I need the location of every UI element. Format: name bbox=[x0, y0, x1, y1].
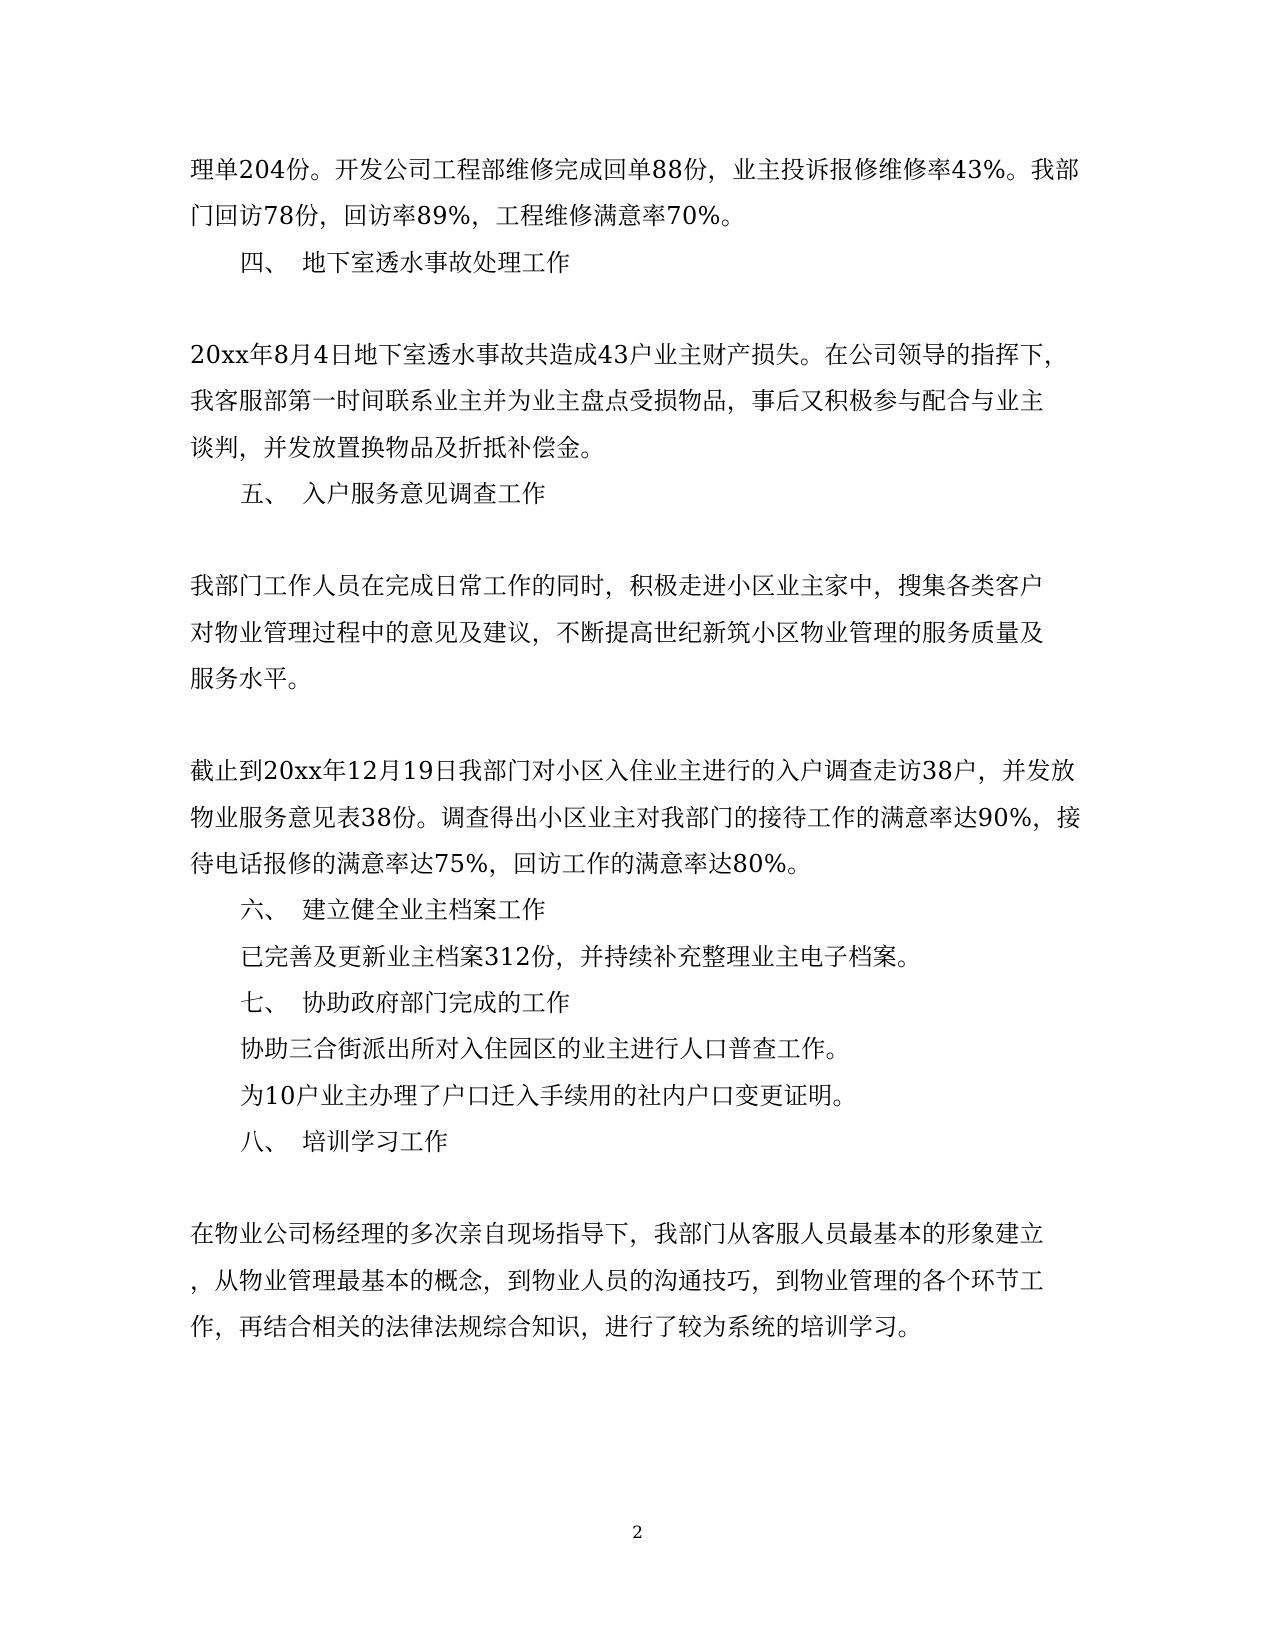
paragraph-line: ，从物业管理最基本的概念，到物业人员的沟通技巧，到物业管理的各个环节工 bbox=[190, 1267, 1044, 1295]
section-heading-5 bbox=[240, 479, 546, 509]
paragraph-line: 谈判，并发放置换物品及折抵补偿金。 bbox=[190, 434, 605, 462]
section-heading-6 bbox=[240, 895, 546, 925]
section-heading-7 bbox=[240, 988, 570, 1018]
paragraph-line: 我部门工作人员在完成日常工作的同时，积极走进小区业主家中，搜集各类客户 bbox=[190, 572, 1044, 600]
paragraph-line: 已完善及更新业主档案312份，并持续补充整理业主电子档案。 bbox=[240, 943, 922, 971]
section-number: 四、 bbox=[240, 249, 289, 277]
paragraph-line: 我客服部第一时间联系业主并为业主盘点受损物品，事后又积极参与配合与业主 bbox=[190, 387, 1044, 415]
section-title: 协助政府部门完成的工作 bbox=[302, 989, 571, 1017]
paragraph-line: 为10户业主办理了户口迁入手续用的社内户口变更证明。 bbox=[240, 1082, 857, 1110]
section-number: 六、 bbox=[240, 896, 289, 924]
section-title: 培训学习工作 bbox=[302, 1128, 449, 1156]
paragraph-line: 作，再结合相关的法律法规综合知识，进行了较为系统的培训学习。 bbox=[190, 1313, 922, 1341]
paragraph-line: 20xx年8月4日地下室透水事故共造成43户业主财产损失。在公司领导的指挥下， bbox=[190, 341, 1069, 369]
section-heading-8 bbox=[240, 1127, 448, 1157]
paragraph-line: 物业服务意见表38份。调查得出小区业主对我部门的接待工作的满意率达90%，接 bbox=[190, 804, 1082, 832]
section-title: 入户服务意见调查工作 bbox=[302, 480, 546, 508]
paragraph-line: 理单204份。开发公司工程部维修完成回单88份，业主投诉报修维修率43%。我部 bbox=[190, 156, 1080, 184]
section-number: 五、 bbox=[240, 480, 289, 508]
paragraph-line: 协助三合街派出所对入住园区的业主进行人口普查工作。 bbox=[240, 1035, 850, 1063]
section-title: 地下室透水事故处理工作 bbox=[302, 249, 571, 277]
paragraph-line: 在物业公司杨经理的多次亲自现场指导下，我部门从客服人员最基本的形象建立 bbox=[190, 1220, 1044, 1248]
paragraph-line: 对物业管理过程中的意见及建议，不断提高世纪新筑小区物业管理的服务质量及 bbox=[190, 619, 1044, 647]
section-title: 建立健全业主档案工作 bbox=[302, 896, 546, 924]
section-heading-4 bbox=[240, 248, 570, 278]
paragraph-line: 门回访78份，回访率89%，工程维修满意率70%。 bbox=[190, 202, 746, 230]
page-number: 2 bbox=[632, 1523, 643, 1543]
paragraph-line: 服务水平。 bbox=[190, 665, 312, 693]
section-number: 八、 bbox=[240, 1128, 289, 1156]
paragraph-line: 截止到20xx年12月19日我部门对小区入住业主进行的入户调查走访38户，并发放 bbox=[190, 757, 1076, 785]
section-number: 七、 bbox=[240, 989, 289, 1017]
paragraph-line: 待电话报修的满意率达75%，回访工作的满意率达80%。 bbox=[190, 850, 812, 878]
